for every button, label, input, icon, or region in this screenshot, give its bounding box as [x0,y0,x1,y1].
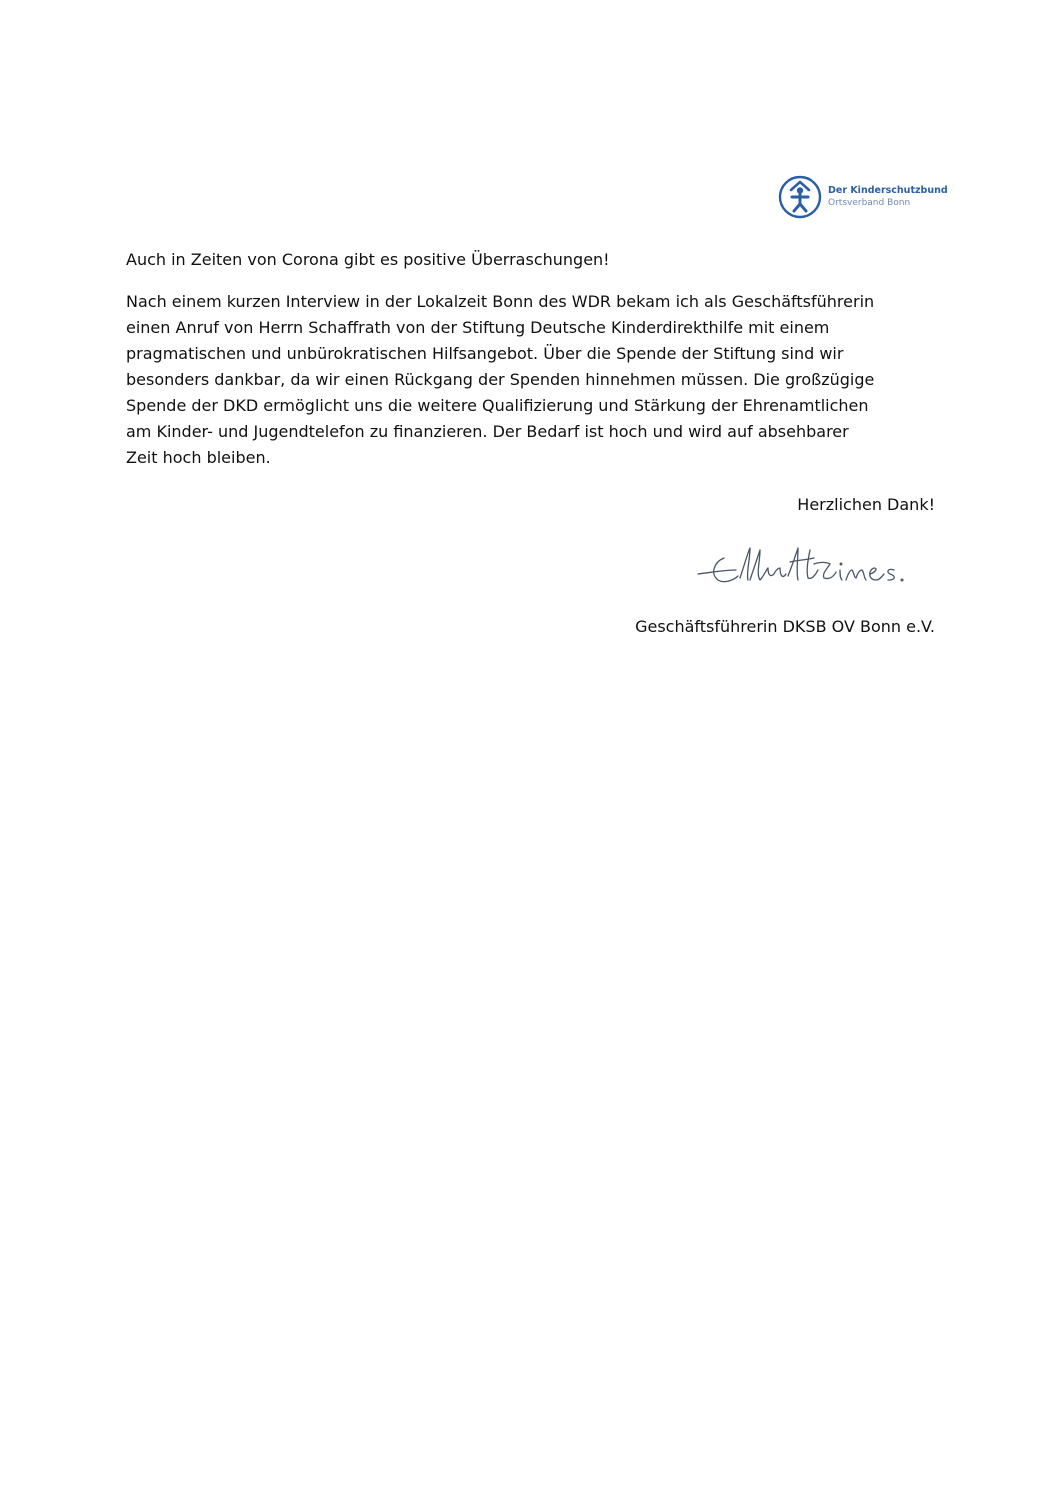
paragraph-line: Nach einem kurzen Interview in der Lokalzeit Bonn des WDR bekam ich als Geschäftsführerin [126,292,875,311]
paragraph-line: Spende der DKD ermöglicht uns die weitere Qualifizierung und Stärkung der Ehrenamtlichen [126,396,869,415]
letter-paragraph [126,289,946,471]
kinderschutzbund-logo-icon [778,175,822,219]
logo-subtitle: Ortsverband Bonn [828,198,911,208]
letter-body [126,247,946,471]
paragraph-line: Zeit hoch bleiben. [126,448,271,467]
organization-logo [778,172,948,222]
paragraph-line: am Kinder- und Jugendtelefon zu finanzieren. Der Bedarf ist hoch und wird auf absehbarer [126,422,849,441]
logo-name: Der Kinderschutzbund [828,185,948,196]
signer-role: Geschäftsführerin DKSB OV Bonn e.V. [635,617,935,636]
paragraph-line: pragmatischen und unbürokratischen Hilfsangebot. Über die Spende der Stiftung sind wir [126,344,844,363]
closing-line: Herzlichen Dank! [797,495,935,514]
paragraph-line: besonders dankbar, da wir einen Rückgang der Spenden hinnehmen müssen. Die großzügige [126,370,875,389]
handwritten-signature [684,540,946,592]
letter-heading: Auch in Zeiten von Corona gibt es positive Überraschungen! [126,250,610,269]
paragraph-line: einen Anruf von Herrn Schaffrath von der Stiftung Deutsche Kinderdirekthilfe mit einem [126,318,830,337]
logo-text [828,185,948,209]
